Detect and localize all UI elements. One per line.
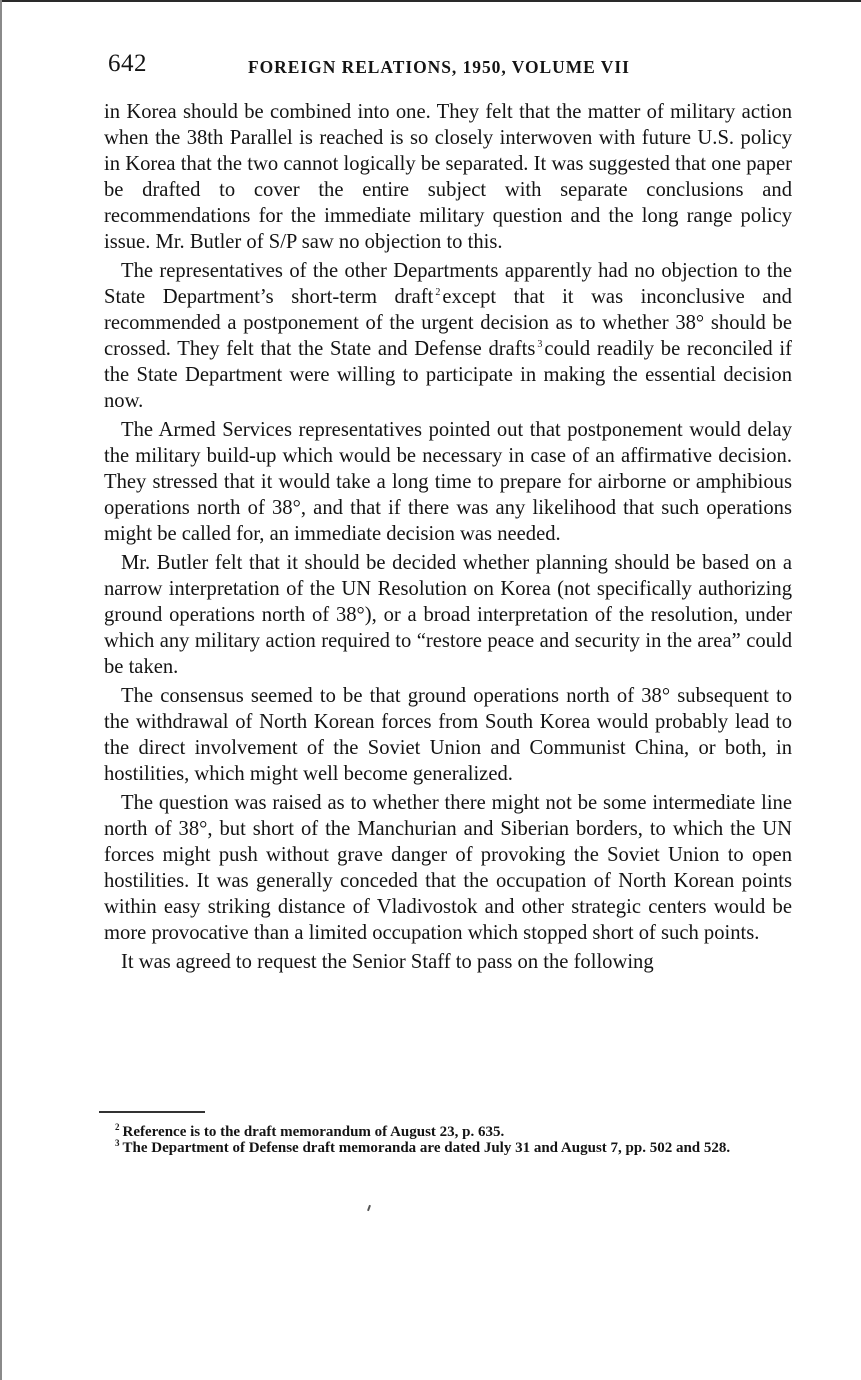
paragraph-5: The consensus seemed to be that ground operations north of 38° subsequent to the withdrawal of North Korean forces from South Korea would probably lead to the direct involvement of the Soviet Union and Communist China, or both, in hostilities, which might well become generalized. bbox=[104, 685, 792, 785]
footnote-3 bbox=[99, 1140, 789, 1156]
paragraph-2 bbox=[104, 258, 792, 414]
paragraph-2-part-2: except that it was inconclusive and recommended a postponement of the urgent decision as to whether 38° should be crossed. They felt that the State and Defense drafts bbox=[104, 286, 792, 360]
footnote-2 bbox=[99, 1124, 789, 1140]
footnote-3-marker: 3 bbox=[115, 1138, 120, 1148]
paragraph-2-part-1: The representatives of the other Departments apparently had no objection to the State Department’s short-term draft bbox=[104, 260, 792, 308]
footnote-2-text: Reference is to the draft memorandum of August 23, p. 635. bbox=[122, 1124, 505, 1140]
running-head: FOREIGN RELATIONS, 1950, VOLUME VII bbox=[248, 57, 630, 77]
body-text bbox=[104, 99, 792, 975]
paragraph-2-part-3: could readily be reconciled if the State Department were willing to participate in making the essential decision now. bbox=[104, 338, 792, 412]
paragraph-6: The question was raised as to whether there might not be some intermediate line north of 38°, but short of the Manchurian and Siberian borders, to which the UN forces might push without grave danger of provoking the Soviet Union to open hostilities. It was generally conceded that the occupation of North Korean points within easy striking distance of Vladivostok and other strategic centers would be more provocative than a limited occupation which stopped short of such points. bbox=[104, 792, 792, 944]
footnote-ref-2[interactable]: 2 bbox=[435, 287, 441, 299]
page-number: 642 bbox=[108, 50, 147, 77]
paragraph-3: The Armed Services representatives pointed out that postponement would delay the military build-up which would be necessary in case of an affirmative decision. They stressed that it would take a long time to prepare for airborne or amphibious operations north of 38°, and that if there was any likelihood that such operations might be called for, an immediate decision was needed. bbox=[104, 419, 792, 545]
page-left-edge bbox=[0, 0, 2, 1380]
page-top-edge bbox=[0, 0, 861, 2]
paragraph-1: in Korea should be combined into one. They felt that the matter of military action when the 38th Parallel is reached is so closely interwoven with future U.S. policy in Korea that the two cannot logically be separated. It was suggested that one paper be drafted to cover the entire subject with separate conclusions and recommendations for the immediate military question and the long range policy issue. Mr. Butler of S/P saw no objection to this. bbox=[104, 101, 792, 253]
paragraph-4: Mr. Butler felt that it should be decided whether planning should be based on a narrow interpretation of the UN Resolution on Korea (not specifically authorizing ground operations north of 38°), or a broad interpretation of the resolution, under which any military action required to “restore peace and security in the area” could be taken. bbox=[104, 552, 792, 678]
footnote-divider bbox=[99, 1111, 205, 1113]
paper-speck bbox=[367, 1205, 371, 1211]
footnotes bbox=[99, 1124, 789, 1156]
footnote-3-text: The Department of Defense draft memoranda are dated July 31 and August 7, pp. 502 and 528. bbox=[122, 1140, 731, 1156]
footnote-2-marker: 2 bbox=[115, 1122, 120, 1132]
paragraph-7: It was agreed to request the Senior Staff to pass on the following bbox=[121, 951, 654, 973]
footnote-ref-3[interactable]: 3 bbox=[537, 339, 543, 351]
